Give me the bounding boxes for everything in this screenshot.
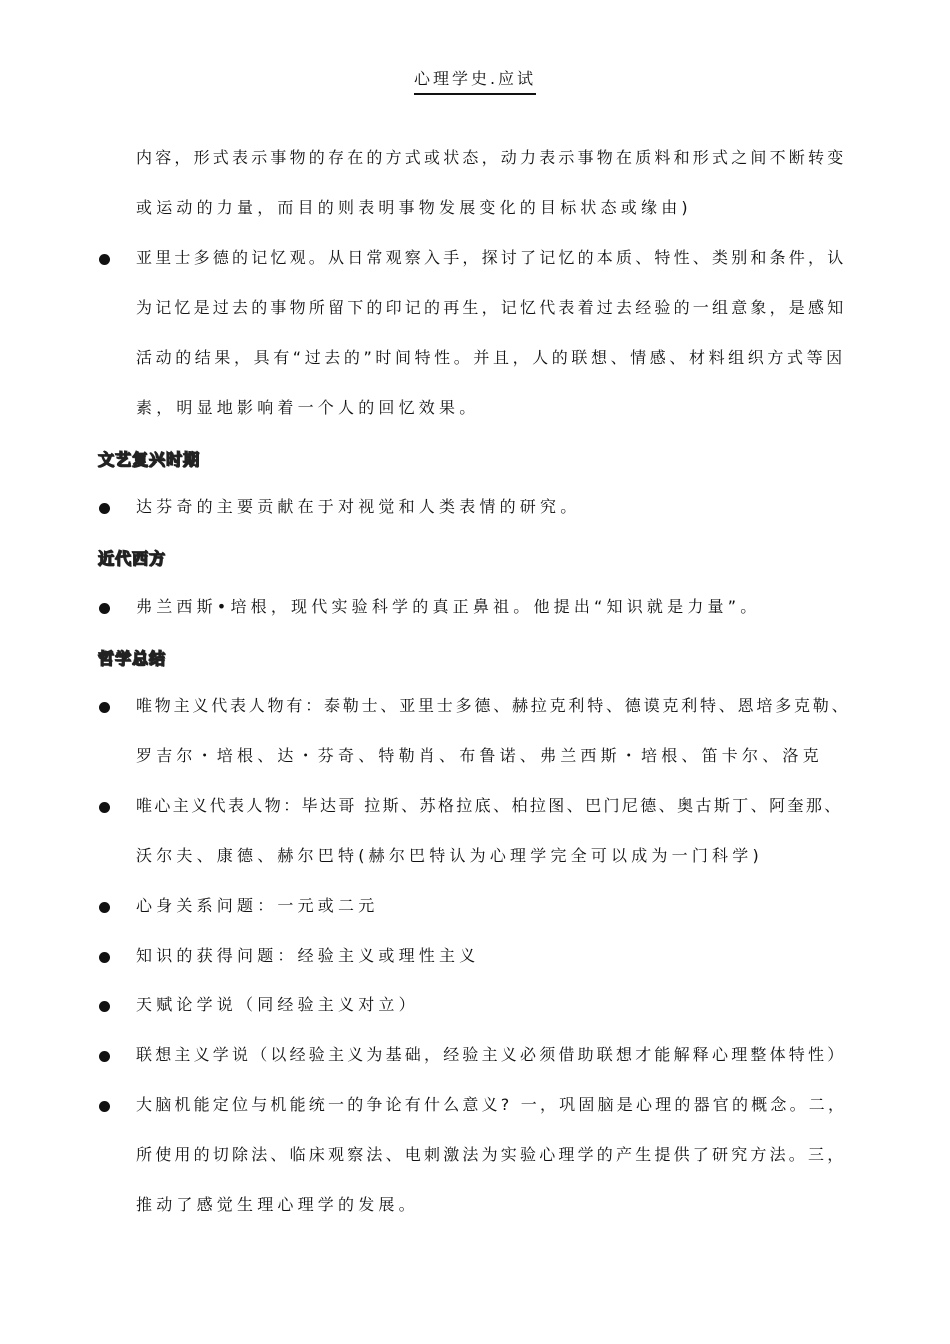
- text-line: 弗兰西斯•培根，现代实验科学的真正鼻祖。他提出“知识就是力量”。: [136, 597, 761, 616]
- text-line: 罗吉尔・培根、达・芬奇、特勒肖、布鲁诺、弗兰西斯・培根、笛卡尔、洛克: [136, 746, 823, 765]
- bullet-icon: [99, 603, 110, 614]
- bullet-icon: [99, 1051, 110, 1062]
- text-line: 所使用的切除法、临床观察法、电刺激法为实验心理学的产生提供了研究方法。三，: [136, 1145, 847, 1164]
- bullet-icon: [99, 254, 110, 265]
- text-line: 为记忆是过去的事物所留下的印记的再生，记忆代表着过去经验的一组意象，是感知: [136, 298, 847, 317]
- text-line: 内容，形式表示事物的存在的方式或状态，动力表示事物在质料和形式之间不断转变: [136, 148, 847, 167]
- text-line: 大脑机能定位与机能统一的争论有什么意义? 一，巩固脑是心理的器官的概念。二，: [136, 1095, 848, 1114]
- text-line: 天赋论学说（同经验主义对立）: [136, 995, 419, 1014]
- section-heading: 近代西方: [98, 549, 167, 568]
- text-line: 或运动的力量，而目的则表明事物发展变化的目标状态或缘由): [136, 198, 692, 217]
- page-header: [0, 66, 950, 95]
- section-heading: 文艺复兴时期: [98, 450, 201, 469]
- section-heading: 哲学总结: [98, 649, 167, 668]
- text-line: 知识的获得问题：经验主义或理性主义: [136, 946, 480, 965]
- text-line: 活动的结果，具有“过去的”时间特性。并且，人的联想、情感、材料组织方式等因: [136, 348, 846, 367]
- text-line: 达芬奇的主要贡献在于对视觉和人类表情的研究。: [136, 497, 581, 516]
- text-line: 心身关系问题：一元或二元: [136, 896, 379, 915]
- bullet-icon: [99, 902, 110, 913]
- bullet-icon: [99, 952, 110, 963]
- text-line: 亚里士多德的记忆观。从日常观察入手，探讨了记忆的本质、特性、类别和条件，认: [136, 248, 847, 267]
- text-line: 素，明显地影响着一个人的回忆效果。: [136, 398, 480, 417]
- header-title: 心理学史.应试: [414, 66, 536, 95]
- bullet-icon: [99, 1101, 110, 1112]
- bullet-icon: [99, 802, 110, 813]
- text-line: 唯心主义代表人物：毕达哥 拉斯、苏格拉底、柏拉图、巴门尼德、奥古斯丁、阿奎那、: [136, 796, 843, 815]
- bullet-icon: [99, 702, 110, 713]
- text-line: 沃尔夫、康德、赫尔巴特(赫尔巴特认为心理学完全可以成为一门科学): [136, 846, 763, 865]
- bullet-icon: [99, 503, 110, 514]
- bullet-icon: [99, 1001, 110, 1012]
- text-line: 推动了感觉生理心理学的发展。: [136, 1195, 419, 1214]
- text-line: 唯物主义代表人物有：泰勒士、亚里士多德、赫拉克利特、德谟克利特、恩培多克勒、: [136, 696, 851, 715]
- text-line: 联想主义学说（以经验主义为基础，经验主义必须借助联想才能解释心理整体特性）: [136, 1045, 847, 1064]
